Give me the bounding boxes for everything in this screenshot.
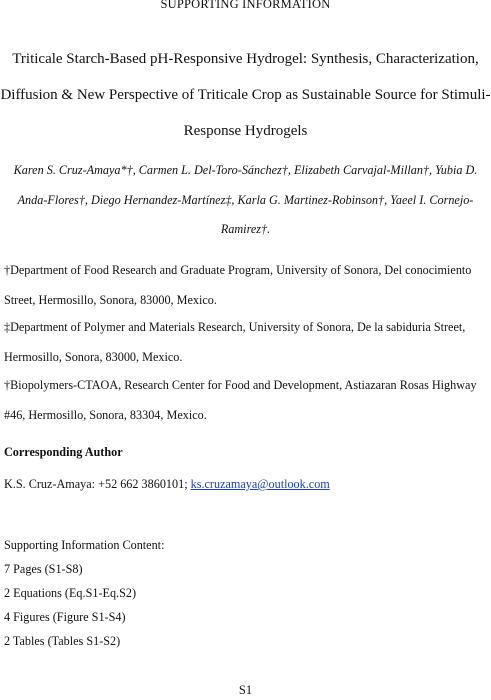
author-list (0, 156, 491, 245)
title-line: Triticale Starch-Based pH-Responsive Hydrogel: Synthesis, Characterization, (12, 51, 479, 67)
supporting-information-heading: SUPPORTING INFORMATION (160, 0, 331, 11)
contents-item: 7 Pages (S1-S8) (4, 562, 83, 576)
supporting-content-list (4, 533, 164, 653)
affiliation-biopolymers (4, 371, 490, 430)
author-line: Karen S. Cruz-Amaya*†, Carmen L. Del-Toro-Sánchez†, Elizabeth Carvajal-Millan†, Yubia D. (13, 163, 478, 177)
author-line: Ramirez†. (220, 222, 271, 236)
affiliation-polymer-research (4, 313, 490, 372)
corresponding-author-label: Corresponding Author (4, 445, 123, 459)
corresponding-author-contact (4, 477, 330, 492)
contents-item: 4 Figures (Figure S1-S4) (4, 610, 126, 624)
affiliation-line: †Biopolymers-CTAOA, Research Center for Food and Development, Astiazaran Rosas Highway (4, 378, 477, 392)
affiliation-line: ‡Department of Polymer and Materials Research, University of Sonora, De la sabiduria Street, (4, 320, 466, 334)
contents-heading: Supporting Information Content: (4, 538, 165, 552)
affiliation-line: †Department of Food Research and Graduate Program, University of Sonora, Del conocimiento (4, 263, 472, 277)
title-line: Response Hydrogels (183, 123, 308, 139)
email-link[interactable]: ks.cruzamaya@outlook.com (190, 477, 330, 491)
paper-title (0, 41, 491, 149)
author-line: Anda-Flores†, Diego Hernandez-Martínez‡, Karla G. Martinez-Robinson†, Yaeel I. Cornejo- (17, 192, 474, 207)
affiliation-food-research (4, 256, 490, 315)
title-line: Diffusion & New Perspective of Triticale Crop as Sustainable Source for Stimuli- (0, 87, 491, 103)
contents-item: 2 Equations (Eq.S1-Eq.S2) (4, 586, 137, 600)
affiliation-line: Street, Hermosillo, Sonora, 83000, Mexico. (4, 292, 217, 307)
contents-item: 2 Tables (Tables S1-S2) (4, 634, 121, 648)
page-number: S1 (238, 683, 253, 697)
contact-phone: K.S. Cruz-Amaya: +52 662 3860101; (4, 477, 191, 491)
affiliation-line: #46, Hermosillo, Sonora, 83304, Mexico. (4, 407, 207, 422)
affiliation-line: Hermosillo, Sonora, 83000, Mexico. (4, 349, 183, 364)
